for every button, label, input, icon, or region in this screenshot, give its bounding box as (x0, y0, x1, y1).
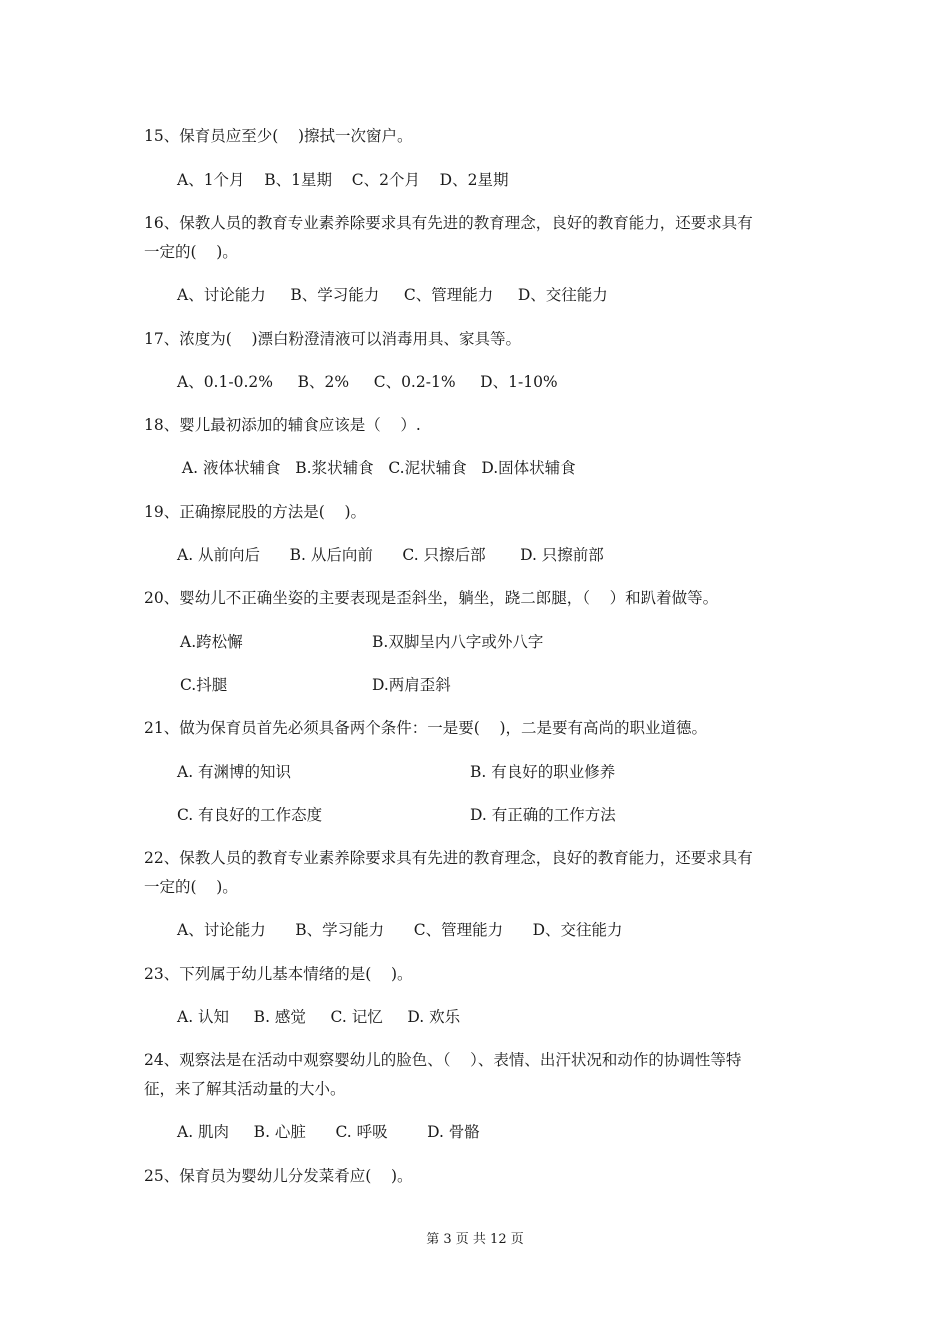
question-20-option-d: D.两肩歪斜 (372, 676, 451, 694)
question-24-stem-cont: 征，来了解其活动量的大小。 (144, 1080, 346, 1098)
question-17-options: A、0.1-0.2% B、2% C、0.2-1% D、1-10% (177, 373, 558, 391)
question-19-stem: 19、正确擦屁股的方法是( )。 (144, 503, 367, 521)
question-16-options: A、讨论能力 B、学习能力 C、管理能力 D、交往能力 (177, 286, 608, 304)
question-16-stem-cont: 一定的( )。 (144, 243, 238, 261)
question-21-option-d: D. 有正确的工作方法 (470, 806, 616, 824)
question-18-stem: 18、婴儿最初添加的辅食应该是（ ）. (144, 416, 421, 434)
question-20-option-b: B.双脚呈内八字或外八字 (372, 633, 544, 651)
page-footer: 第 3 页 共 12 页 (426, 1232, 524, 1247)
question-15-options: A、1个月 B、1星期 C、2个月 D、2星期 (177, 171, 509, 189)
question-18-options: A. 液体状辅食 B.浆状辅食 C.泥状辅食 D.固体状辅食 (177, 459, 576, 477)
question-20-option-c: C.抖腿 (180, 676, 228, 694)
question-23-stem: 23、下列属于幼儿基本情绪的是( )。 (144, 965, 413, 983)
question-22-stem-cont: 一定的( )。 (144, 878, 238, 896)
question-22-stem: 22、保教人员的教育专业素养除要求具有先进的教育理念，良好的教育能力，还要求具有 (144, 849, 753, 867)
question-24-stem: 24、观察法是在活动中观察婴幼儿的脸色、（ ）、表情、出汗状况和动作的协调性等特 (144, 1051, 742, 1069)
question-21-option-a: A. 有渊博的知识 (177, 763, 292, 781)
question-16-stem: 16、保教人员的教育专业素养除要求具有先进的教育理念，良好的教育能力，还要求具有 (144, 214, 753, 232)
question-21-option-c: C. 有良好的工作态度 (177, 806, 323, 824)
question-15-stem: 15、保育员应至少( )擦拭一次窗户。 (144, 127, 413, 145)
question-20-option-a: A.跨松懈 (180, 633, 243, 651)
question-17-stem: 17、浓度为( )漂白粉澄清液可以消毒用具、家具等。 (144, 330, 522, 348)
question-24-options: A. 肌肉 B. 心脏 C. 呼吸 D. 骨骼 (177, 1123, 480, 1141)
question-21-option-b: B. 有良好的职业修养 (470, 763, 616, 781)
question-20-stem: 20、婴幼儿不正确坐姿的主要表现是歪斜坐，躺坐，跷二郎腿，（ ）和趴着做等。 (144, 589, 719, 607)
question-22-options: A、讨论能力 B、学习能力 C、管理能力 D、交往能力 (177, 921, 623, 939)
question-21-stem: 21、做为保育员首先必须具备两个条件：一是要( )，二是要有高尚的职业道德。 (144, 719, 708, 737)
question-25-stem: 25、保育员为婴幼儿分发菜肴应( )。 (144, 1167, 413, 1185)
question-23-options: A. 认知 B. 感觉 C. 记忆 D. 欢乐 (177, 1008, 461, 1026)
question-19-options: A. 从前向后 B. 从后向前 C. 只擦后部 D. 只擦前部 (177, 546, 604, 564)
